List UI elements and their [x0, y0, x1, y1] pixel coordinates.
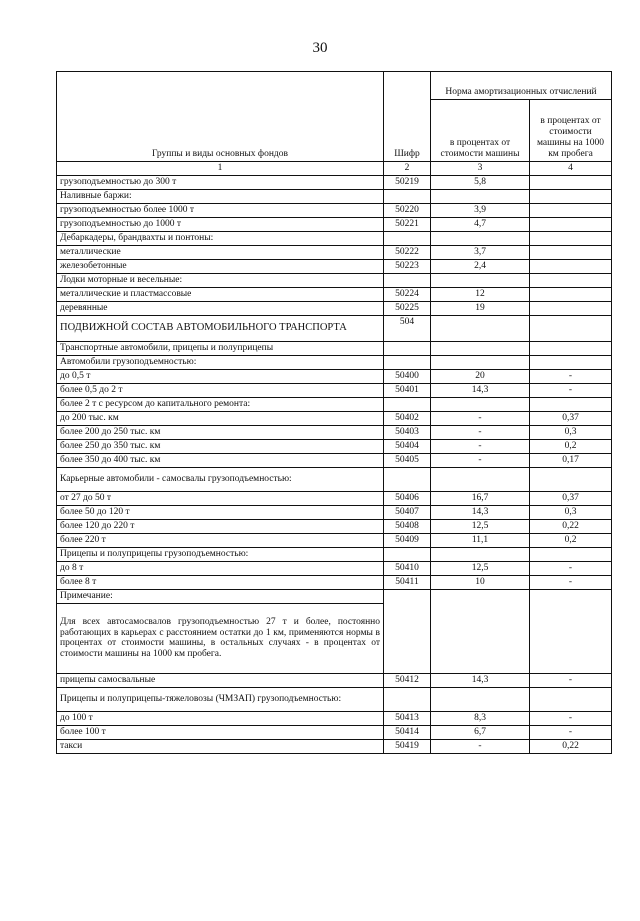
row-km: -	[530, 725, 612, 739]
row-code: 50411	[384, 575, 431, 589]
row-pct: 8,3	[431, 711, 530, 725]
row-name: ПОДВИЖНОЙ СОСТАВ АВТОМОБИЛЬНОГО ТРАНСПОРТА	[57, 315, 384, 341]
table-row	[57, 491, 612, 505]
row-name: более 120 до 220 т	[57, 519, 384, 533]
row-km	[530, 217, 612, 231]
table-row	[57, 467, 612, 491]
row-km: 0,37	[530, 491, 612, 505]
row-km	[530, 287, 612, 301]
row-pct	[431, 397, 530, 411]
table-row	[57, 301, 612, 315]
row-pct: 14,3	[431, 383, 530, 397]
row-code: 50222	[384, 245, 431, 259]
table-row	[57, 341, 612, 355]
row-code: 50402	[384, 411, 431, 425]
table-row	[57, 439, 612, 453]
table-row	[57, 505, 612, 519]
row-name: до 0,5 т	[57, 369, 384, 383]
row-name: железобетонные	[57, 259, 384, 273]
header-norm-group: Норма амортизационных отчислений	[431, 72, 612, 100]
row-code: 50219	[384, 175, 431, 189]
row-name: более 100 т	[57, 725, 384, 739]
row-pct: -	[431, 425, 530, 439]
row-name: более 2 т с ресурсом до капитального ремонта:	[57, 397, 384, 411]
header-num-4: 4	[530, 162, 612, 176]
row-pct: 2,4	[431, 259, 530, 273]
row-code: 50405	[384, 453, 431, 467]
row-name: Прицепы и полуприцепы грузоподъемностью:	[57, 547, 384, 561]
table-row	[57, 519, 612, 533]
row-code	[384, 231, 431, 245]
row-pct: 4,7	[431, 217, 530, 231]
row-code: 50407	[384, 505, 431, 519]
row-name: более 0,5 до 2 т	[57, 383, 384, 397]
row-pct: 12,5	[431, 519, 530, 533]
row-code: 50409	[384, 533, 431, 547]
row-km: 0,3	[530, 425, 612, 439]
row-km: 0,3	[530, 505, 612, 519]
row-name: прицепы самосвальные	[57, 673, 384, 687]
row-pct: 12,5	[431, 561, 530, 575]
row-name: более 50 до 120 т	[57, 505, 384, 519]
row-code: 50412	[384, 673, 431, 687]
table-row	[57, 217, 612, 231]
table-row	[57, 575, 612, 589]
row-pct	[431, 687, 530, 711]
row-name: до 100 т	[57, 711, 384, 725]
row-pct	[431, 547, 530, 561]
row-km	[530, 397, 612, 411]
row-code	[384, 397, 431, 411]
row-code	[384, 467, 431, 491]
row-km	[530, 687, 612, 711]
table-row	[57, 739, 612, 753]
row-pct: 5,8	[431, 175, 530, 189]
table-row	[57, 259, 612, 273]
row-km	[530, 467, 612, 491]
row-pct	[431, 355, 530, 369]
row-pct: -	[431, 453, 530, 467]
row-km: 0,2	[530, 439, 612, 453]
row-km: 0,37	[530, 411, 612, 425]
row-km	[530, 175, 612, 189]
row-km	[530, 273, 612, 287]
row-km	[530, 547, 612, 561]
row-name: более 200 до 250 тыс. км	[57, 425, 384, 439]
row-name: до 200 тыс. км	[57, 411, 384, 425]
row-pct: 20	[431, 369, 530, 383]
table-row	[57, 203, 612, 217]
row-pct: 10	[431, 575, 530, 589]
row-name: грузоподъемностью до 1000 т	[57, 217, 384, 231]
row-code	[384, 547, 431, 561]
row-pct: 6,7	[431, 725, 530, 739]
table-row	[57, 673, 612, 687]
table-row	[57, 355, 612, 369]
table-row	[57, 189, 612, 203]
row-code: 50413	[384, 711, 431, 725]
table-row	[57, 397, 612, 411]
row-km: 0,2	[530, 533, 612, 547]
header-num-1: 1	[57, 162, 384, 176]
row-km: 0,22	[530, 739, 612, 753]
table-row	[57, 547, 612, 561]
row-pct: 11,1	[431, 533, 530, 547]
header-km: в процентах от стоимости машины на 1000 км пробега	[530, 100, 612, 162]
row-code: 50223	[384, 259, 431, 273]
table-row	[57, 725, 612, 739]
row-name: грузоподъемностью до 300 т	[57, 175, 384, 189]
row-km	[530, 259, 612, 273]
row-km: -	[530, 575, 612, 589]
row-code: 50220	[384, 203, 431, 217]
row-name: такси	[57, 739, 384, 753]
row-km: -	[530, 369, 612, 383]
row-code: 50419	[384, 739, 431, 753]
row-name: более 350 до 400 тыс. км	[57, 453, 384, 467]
row-code: 50406	[384, 491, 431, 505]
row-code	[384, 273, 431, 287]
row-code: 504	[384, 315, 431, 341]
table-row	[57, 711, 612, 725]
table-row	[57, 287, 612, 301]
row-km: -	[530, 673, 612, 687]
row-code: 50414	[384, 725, 431, 739]
row-name: более 220 т	[57, 533, 384, 547]
row-name: более 8 т	[57, 575, 384, 589]
row-code: 50400	[384, 369, 431, 383]
row-pct	[431, 231, 530, 245]
row-km	[530, 301, 612, 315]
row-name: Лодки моторные и весельные:	[57, 273, 384, 287]
row-pct: 12	[431, 287, 530, 301]
table-row	[57, 425, 612, 439]
table-row	[57, 453, 612, 467]
header-pct: в процентах от стоимости машины	[431, 100, 530, 162]
row-code	[384, 355, 431, 369]
table-row	[57, 315, 612, 341]
row-pct: -	[431, 739, 530, 753]
row-code: 50225	[384, 301, 431, 315]
row-name: Наливные баржи:	[57, 189, 384, 203]
row-name: Прицепы и полуприцепы-тяжеловозы (ЧМЗАП) грузоподъемностью:	[57, 687, 384, 711]
table-row	[57, 175, 612, 189]
row-km	[530, 355, 612, 369]
header-num-2: 2	[384, 162, 431, 176]
row-pct: -	[431, 439, 530, 453]
row-pct	[431, 467, 530, 491]
table-row	[57, 533, 612, 547]
row-km: -	[530, 383, 612, 397]
header-name: Группы и виды основных фондов	[57, 72, 384, 162]
row-pct: 19	[431, 301, 530, 315]
row-km	[530, 231, 612, 245]
table-row	[57, 411, 612, 425]
row-km	[530, 203, 612, 217]
page-number: 30	[312, 40, 328, 56]
row-name: Карьерные автомобили - самосвалы грузоподъемностью:	[57, 467, 384, 491]
depreciation-table	[56, 71, 612, 754]
row-km	[530, 189, 612, 203]
row-pct	[431, 189, 530, 203]
row-pct: 14,3	[431, 505, 530, 519]
note-text: Для всех автосамосвалов грузоподъемностью 27 т и более, постоянно работающих в карьерах с расстоянием остатки до 1 км, применяются нормы в процентах от стоимости машины, в остальных случаях - в процентах от стоимости машины на 1000 км пробега.	[57, 603, 384, 673]
row-name: более 250 до 350 тыс. км	[57, 439, 384, 453]
row-name: металлические	[57, 245, 384, 259]
row-km	[530, 245, 612, 259]
row-code: 50224	[384, 287, 431, 301]
row-km	[530, 341, 612, 355]
row-code: 50410	[384, 561, 431, 575]
row-km: -	[530, 711, 612, 725]
table-row	[57, 273, 612, 287]
row-km: 0,17	[530, 453, 612, 467]
note-title: Примечание:	[57, 589, 384, 603]
header-num-3: 3	[431, 162, 530, 176]
row-name: Транспортные автомобили, прицепы и полуприцепы	[57, 341, 384, 355]
row-pct: -	[431, 411, 530, 425]
row-code: 50408	[384, 519, 431, 533]
table-row	[57, 383, 612, 397]
table-row	[57, 369, 612, 383]
table-row	[57, 231, 612, 245]
table-row	[57, 561, 612, 575]
row-name: от 27 до 50 т	[57, 491, 384, 505]
row-name: Автомобили грузоподъемностью:	[57, 355, 384, 369]
table-row	[57, 245, 612, 259]
row-pct: 3,9	[431, 203, 530, 217]
row-name: грузоподъемностью более 1000 т	[57, 203, 384, 217]
row-code: 50404	[384, 439, 431, 453]
row-pct	[431, 315, 530, 341]
row-pct: 14,3	[431, 673, 530, 687]
row-code	[384, 189, 431, 203]
row-code	[384, 687, 431, 711]
row-pct: 16,7	[431, 491, 530, 505]
row-name: до 8 т	[57, 561, 384, 575]
row-name: металлические и пластмассовые	[57, 287, 384, 301]
row-code: 50221	[384, 217, 431, 231]
row-name: Дебаркадеры, брандвахты и понтоны:	[57, 231, 384, 245]
row-code: 50401	[384, 383, 431, 397]
row-pct	[431, 273, 530, 287]
row-km: 0,22	[530, 519, 612, 533]
row-km: -	[530, 561, 612, 575]
row-code: 50403	[384, 425, 431, 439]
header-code: Шифр	[384, 72, 431, 162]
row-pct: 3,7	[431, 245, 530, 259]
row-pct	[431, 341, 530, 355]
row-code	[384, 341, 431, 355]
table-row	[57, 687, 612, 711]
row-name: деревянные	[57, 301, 384, 315]
row-km	[530, 315, 612, 341]
